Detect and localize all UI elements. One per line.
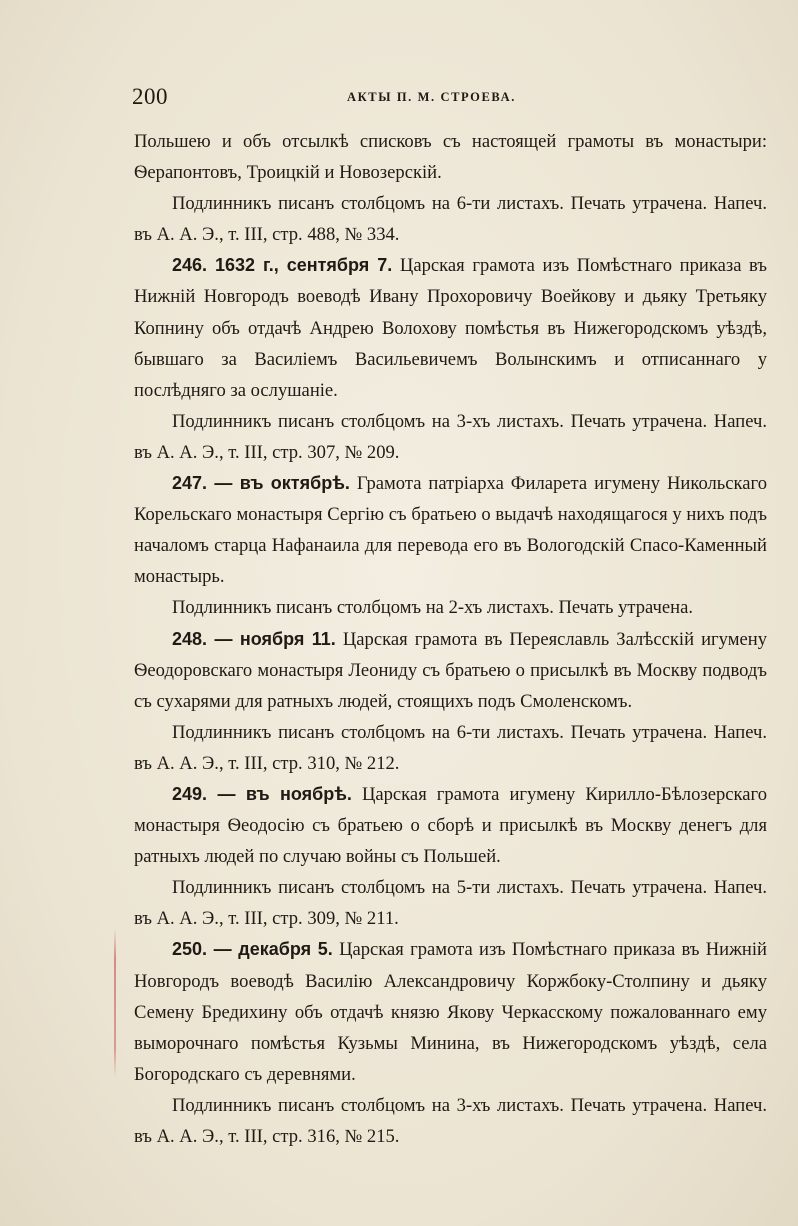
body-text (134, 126, 767, 1152)
paragraph-text: Подлинникъ писанъ столбцомъ на 2-хъ листахъ. Печать утрачена. (172, 597, 694, 619)
paragraph-text: Польшею и объ отсылкѣ списковъ съ настоящей грамоты въ монастыри: Ѳерапонтовъ, Троицкій и Новозерскій. (134, 131, 767, 184)
paragraph-source-note (134, 592, 767, 623)
entry-heading: 247. — въ октябрѣ. (172, 473, 350, 494)
entry-text: Царская грамота изъ Помѣстнаго приказа въ Нижній Новгородъ воеводѣ Василію Александровичу Коржбоку-Столпину и дьяку Семену Бредихину объ отдачѣ князю Якову Черкасскому пожалованнаго ему выморочнаго помѣстья Кузьмы Минина, въ Нижегородскомъ уѣздѣ, села Богородскаго съ деревнями. (134, 939, 767, 1085)
entry-247 (134, 468, 767, 592)
paragraph-source-note (134, 406, 767, 468)
entry-text: Царская грамота изъ Помѣстнаго приказа въ Нижній Новгородъ воеводѣ Ивану Прохоровичу Воейкову и дьяку Третьяку Копнину объ отдачѣ Андрею Волохову помѣстья въ Нижегородскомъ уѣздѣ, бывшаго за Василіемъ Васильевичемъ Волынскимъ и отписаннаго у послѣдняго за ослушаніе. (134, 255, 767, 401)
running-head: АКТЫ П. М. СТРОЕВА. (347, 90, 516, 104)
paragraph-text: Подлинникъ писанъ столбцомъ на 3-хъ листахъ. Печать утрачена. Напеч. въ А. А. Э., т. III, стр. 316, № 215. (134, 1094, 767, 1147)
entry-heading: 248. — ноября 11. (172, 628, 336, 649)
entry-text: Царская грамота въ Переяславль Залѣсскій игумену Ѳеодоровскаго монастыря Леониду съ братьею о присылкѣ въ Москву подводъ съ сухарями для ратныхъ людей, стоящихъ подъ Смоленскомъ. (134, 628, 768, 712)
entry-text: Царская грамота игумену Кирилло-Бѣлозерскаго монастыря Ѳеодосію съ братьею о сборѣ и присылкѣ въ Москву денегъ для ратныхъ людей по случаю войны съ Польшей. (134, 783, 767, 868)
paragraph-source-note (134, 717, 767, 779)
paragraph-source-note (134, 872, 767, 934)
entry-250 (134, 934, 767, 1089)
margin-pencil-mark (114, 928, 116, 1078)
page-header (132, 84, 762, 114)
paragraph-text: Подлинникъ писанъ столбцомъ на 6-ти листахъ. Печать утрачена. Напеч. въ А. А. Э., т. III, стр. 310, № 212. (134, 721, 767, 774)
paragraph-text: Подлинникъ писанъ столбцомъ на 5-ти листахъ. Печать утрачена. Напеч. въ А. А. Э., т. III, стр. 309, № 211. (134, 877, 767, 930)
entry-heading: 249. — въ ноябрѣ. (172, 783, 352, 804)
entry-246 (134, 250, 767, 405)
entry-heading: 246. 1632 г., сентября 7. (172, 255, 393, 276)
page-number: 200 (132, 84, 168, 109)
entry-249 (134, 779, 767, 872)
paragraph-text: Подлинникъ писанъ столбцомъ на 3-хъ листахъ. Печать утрачена. Напеч. въ А. А. Э., т. III, стр. 307, № 209. (134, 410, 767, 463)
paragraph-text: Подлинникъ писанъ столбцомъ на 6-ти листахъ. Печать утрачена. Напеч. въ А. А. Э., т. III, стр. 488, № 334. (134, 193, 767, 246)
paragraph-continuation (134, 126, 767, 188)
entry-248 (134, 624, 767, 717)
entry-text: Грамота патріарха Филарета игумену Никольскаго Корельскаго монастыря Сергію съ братьею о выдачѣ находящагося у нихъ подъ началомъ старца Нафанаила для перевода его въ Вологодскій Спасо-Каменный монастырь. (134, 473, 768, 588)
paragraph-source-note (134, 188, 767, 250)
paragraph-source-note (134, 1090, 767, 1152)
entry-heading: 250. — декабря 5. (172, 939, 333, 960)
